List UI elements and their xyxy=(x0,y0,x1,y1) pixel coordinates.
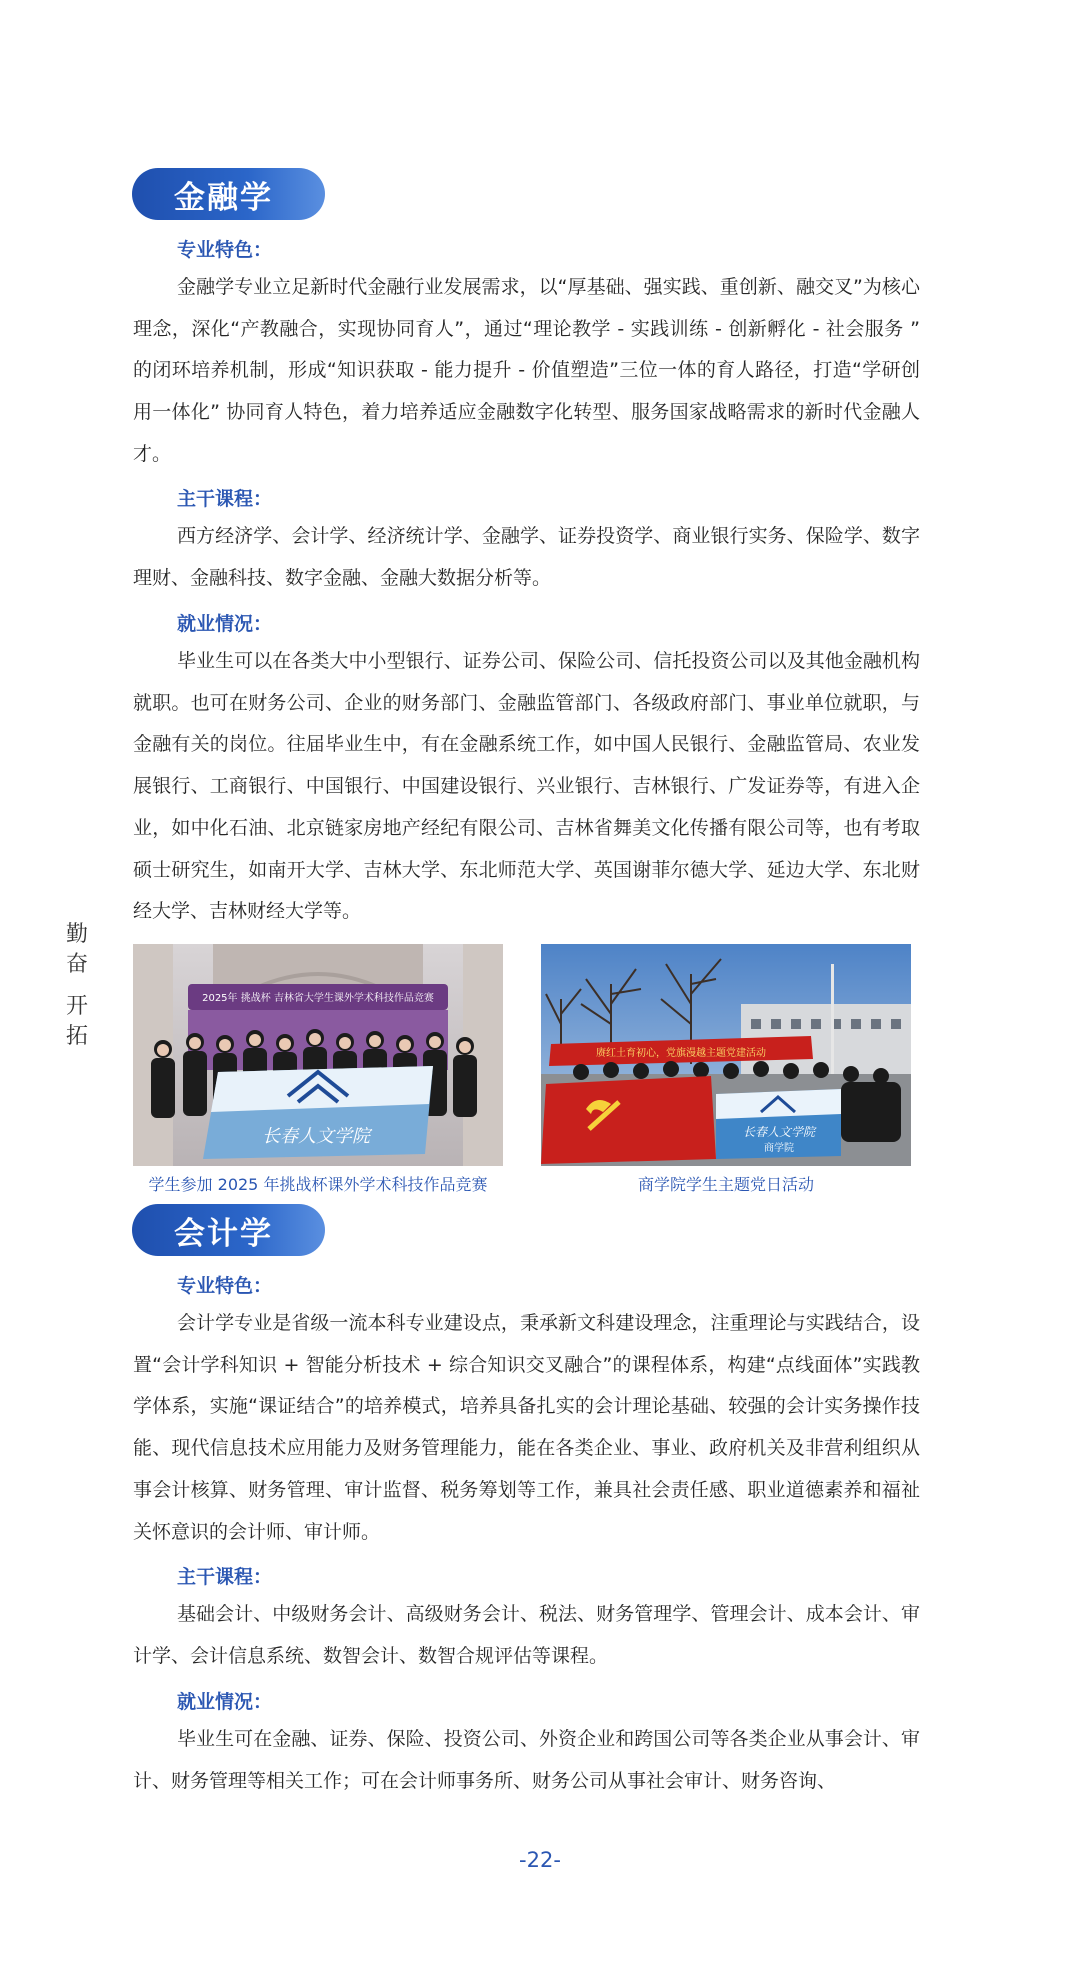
flag-text: 长春人文学院 xyxy=(262,1126,370,1147)
accounting-features-heading: 专业特色： xyxy=(177,1275,273,1297)
competition-photo xyxy=(133,944,503,1166)
side-char: 奋 xyxy=(65,952,88,977)
side-calligraphy xyxy=(62,920,92,1052)
finance-courses-text: 西方经济学、会计学、经济统计学、金融学、证券投资学、商业银行实务、保险学、数字理财、金融科技、数字金融、金融大数据分析等。 xyxy=(133,525,920,589)
finance-features-text: 金融学专业立足新时代金融行业发展需求，以“厚基础、强实践、重创新、融交叉”为核心理念，深化“产教融合，实现协同育人”，通过“理论教学 - 实践训练 - 创新孵化 - 社会服务 ” 的闭环培养机制，形成“知识获取 - 能力提升 - 价值塑造”三位一体的育人路径，打造“学研创用一体化” 协同育人特色，着力培养适应金融数字化转型、服务国家战略需求的新时代金融人才。 xyxy=(133,276,920,465)
accounting-features-text: 会计学专业是省级一流本科专业建设点，秉承新文科建设理念，注重理论与实践结合，设置“会计学科知识 + 智能分析技术 + 综合知识交叉融合”的课程体系，构建“点线面体”实践教学体系，实施“课证结合”的培养模式，培养具备扎实的会计理论基础、较强的会计实务操作技能、现代信息技术应用能力及财务管理能力，能在各类企业、事业、政府机关及非营利组织从事会计核算、财务管理、审计监督、税务筹划等工作，兼具社会责任感、职业道德素养和福祉关怀意识的会计师、审计师。 xyxy=(133,1312,920,1543)
side-char: 开 xyxy=(65,994,88,1019)
photo-caption: 商学院学生主题党日活动 xyxy=(637,1175,814,1194)
accounting-section-title: 会计学 xyxy=(132,1204,325,1256)
side-char: 拓 xyxy=(65,1024,88,1049)
accounting-courses-text: 基础会计、中级财务会计、高级财务会计、税法、财务管理学、管理会计、成本会计、审计学、会计信息系统、数智会计、数智合规评估等课程。 xyxy=(133,1603,920,1667)
finance-courses-heading: 主干课程： xyxy=(177,488,273,510)
page-number: -22- xyxy=(519,1848,561,1872)
finance-jobs-heading: 就业情况： xyxy=(177,613,273,635)
accounting-jobs-heading: 就业情况： xyxy=(177,1691,273,1713)
accounting-courses-heading: 主干课程： xyxy=(177,1566,273,1588)
flag-subtext: 商学院 xyxy=(764,1143,794,1154)
finance-features-heading: 专业特色： xyxy=(177,239,273,261)
finance-jobs-text: 毕业生可以在各类大中小型银行、证券公司、保险公司、信托投资公司以及其他金融机构就职。也可在财务公司、企业的财务部门、金融监管部门、各级政府部门、事业单位就职，与金融有关的岗位。往届毕业生中，有在金融系统工作，如中国人民银行、金融监管局、农业发展银行、工商银行、中国银行、中国建设银行、兴业银行、吉林银行、广发证券等，有进入企业，如中化石油、北京链家房地产经纪有限公司、吉林省舞美文化传播有限公司等，也有考取硕士研究生，如南开大学、吉林大学、东北师范大学、英国谢菲尔德大学、延边大学、东北财经大学、吉林财经大学等。 xyxy=(133,650,920,923)
party-day-photo xyxy=(541,944,911,1166)
competition-banner-text: 2025年 挑战杯 吉林省大学生课外学术科技作品竞赛 xyxy=(202,993,434,1004)
accounting-jobs-text: 毕业生可在金融、证券、保险、投资公司、外资企业和跨国公司等各类企业从事会计、审计、财务管理等相关工作；可在会计师事务所、财务公司从事社会审计、财务咨询、 xyxy=(133,1728,920,1792)
photo-caption: 学生参加 2025 年挑战杯课外学术科技作品竞赛 xyxy=(148,1175,488,1194)
finance-section-title: 金融学 xyxy=(132,168,325,220)
flag-text: 长春人文学院 xyxy=(742,1125,816,1139)
side-char: 勤 xyxy=(65,922,88,947)
party-banner-text: 赓红土育初心，党旗漫越主题党建活动 xyxy=(596,1048,766,1059)
